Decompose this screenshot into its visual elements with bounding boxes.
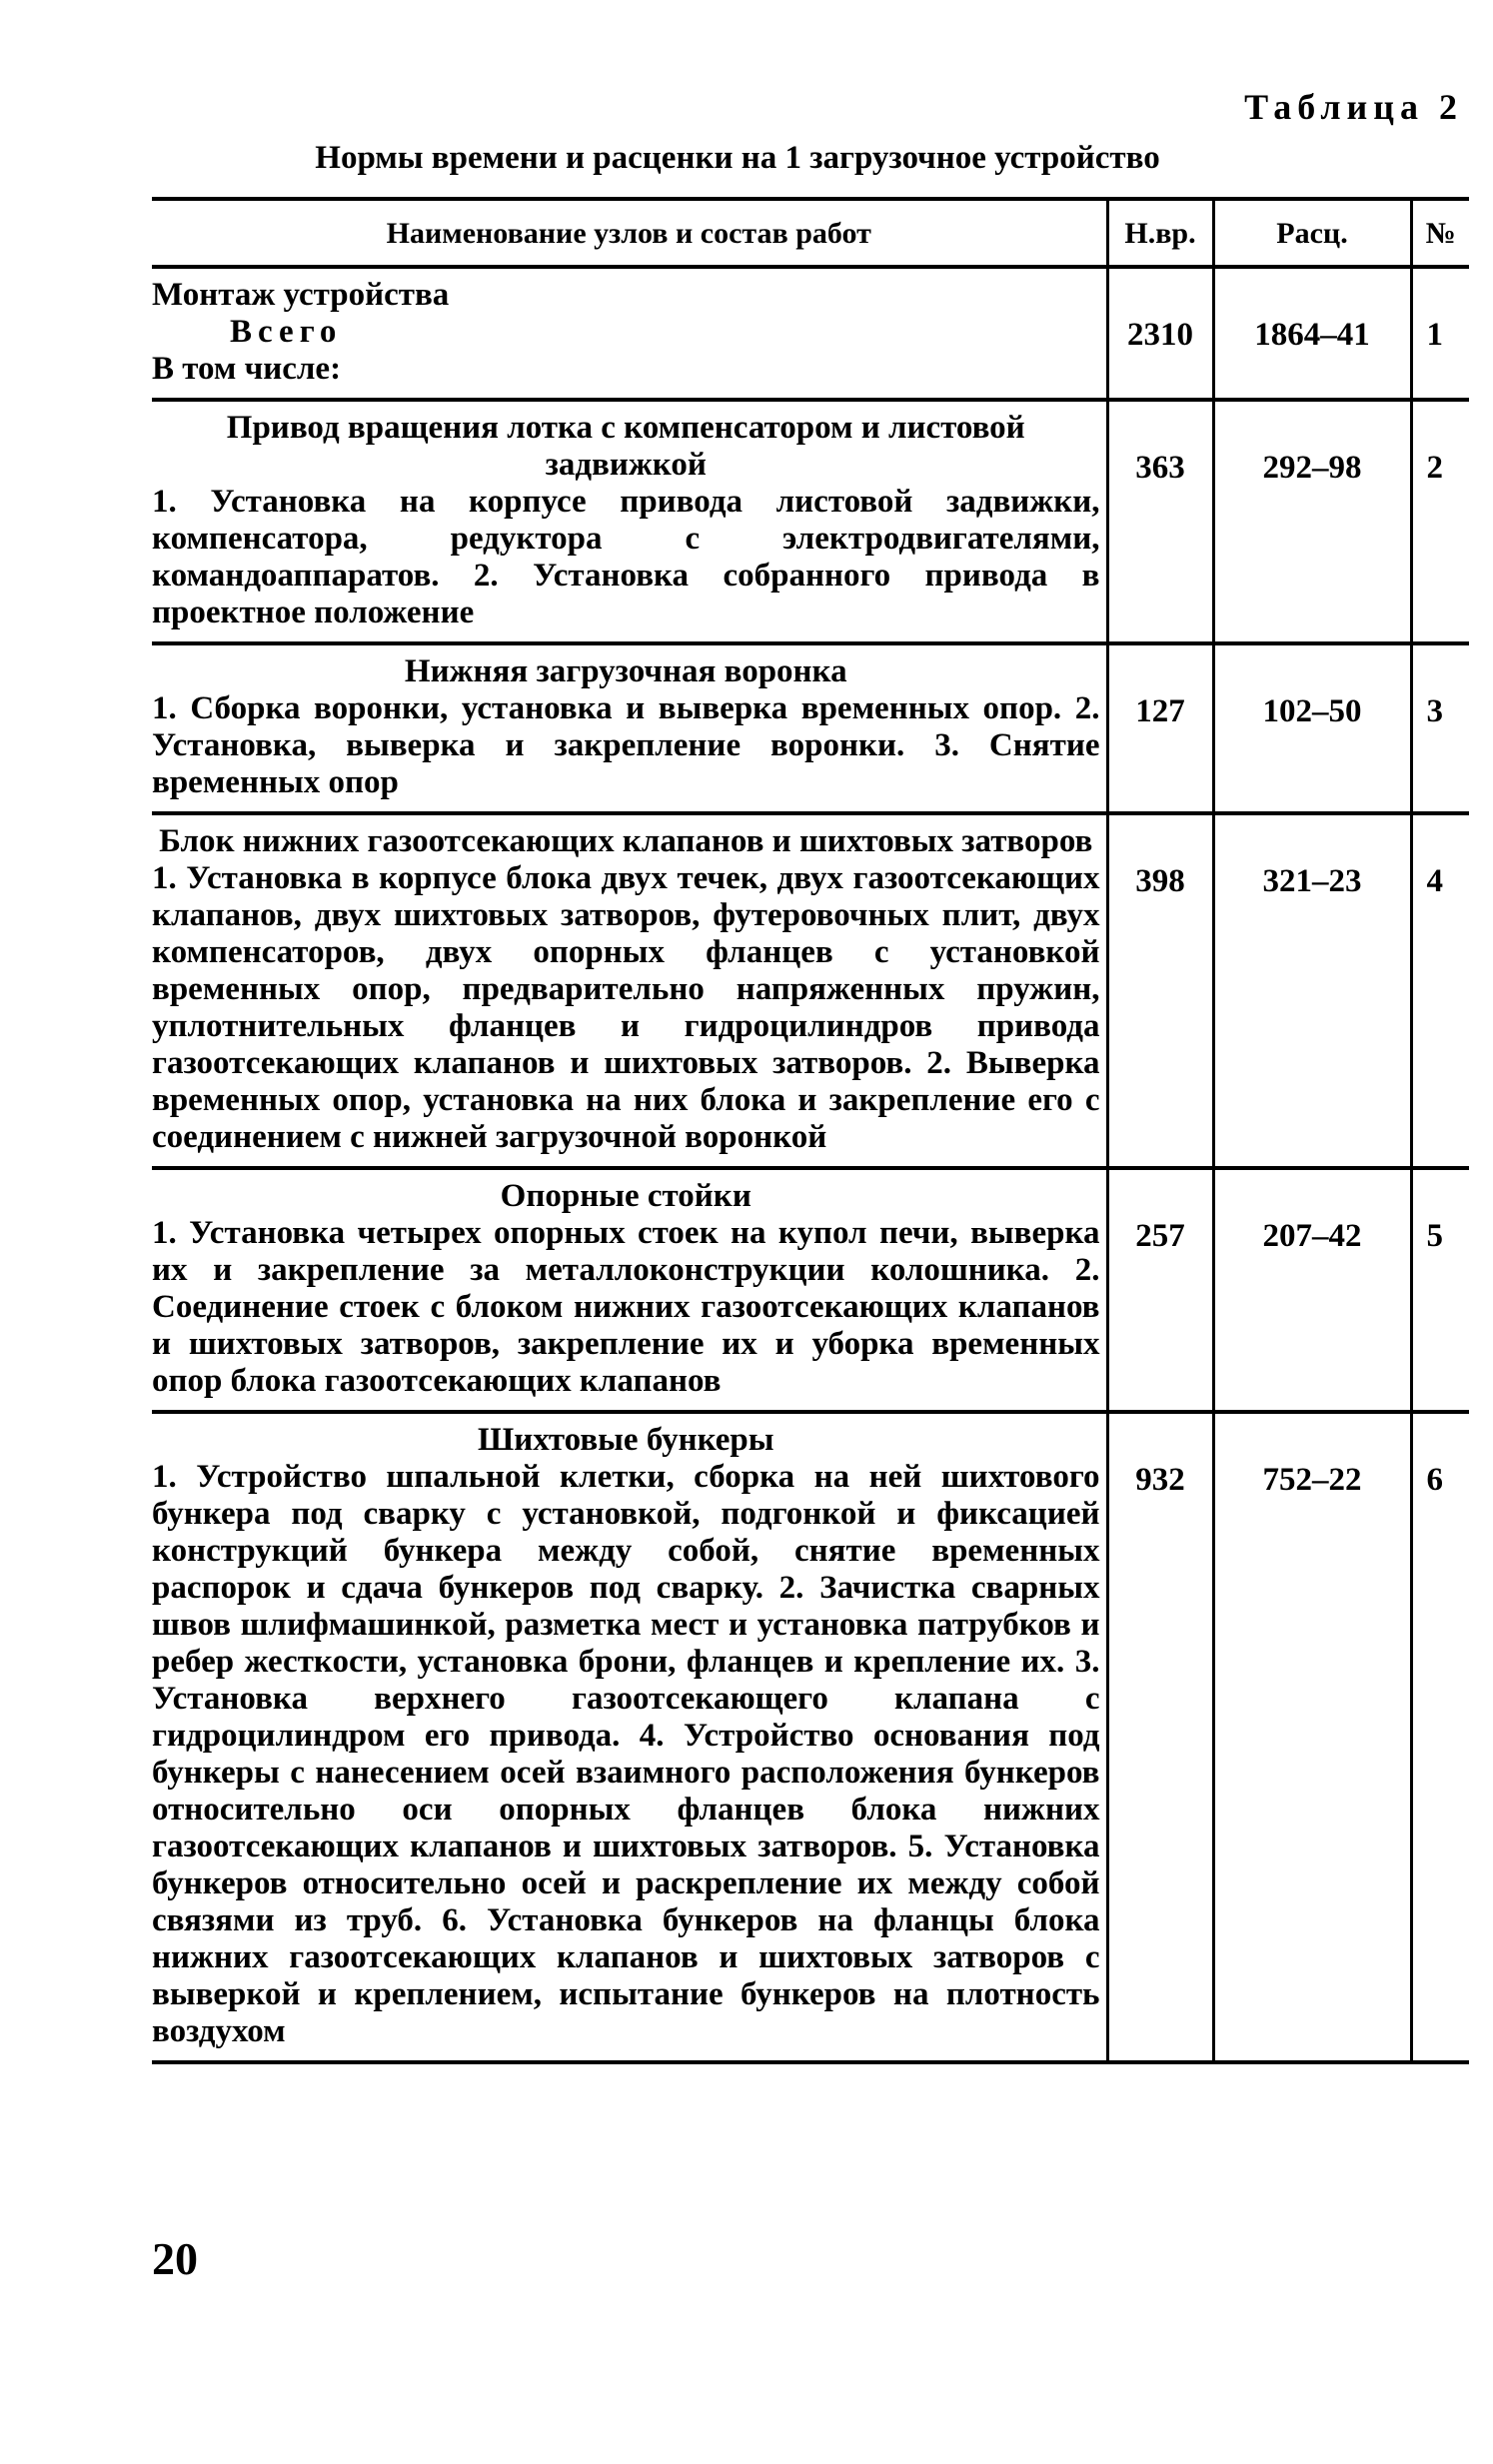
table-row-total [152,267,1469,400]
section-title: Блок нижних газоотсекающих клапанов и шихтовых затворов [159,823,1093,859]
row-price: 292–98 [1213,400,1411,643]
total-line-2: Всего [230,314,343,350]
total-desc [152,267,1107,400]
section-title: Опорные стойки [500,1178,751,1214]
row-time: 398 [1107,813,1213,1168]
total-line-3: В том числе: [152,351,342,387]
table-label: Таблица 2 [1244,87,1463,127]
total-line-1: Монтаж устройства [152,277,450,313]
section-body: 1. Устройство шпальной клетки, сборка на ней шихтового бункера под сварку с установкой, подгонкой и фиксацией конструкций бункера между собой, снятие временных распорок и сдача бункеров под сварку. 2. Зачистка сварных швов шлифмашинкой, разметка мест и установка патрубков и ребер жесткости, установка брони, фланцев и крепление их. 3. Установка верхнего газоотсекающего клапана с гидроцилиндром его привода. 4. Устройство основания под бункеры с нанесением осей взаимного расположения бункеров относительно оси опорных фланцев блока нижних газоотсекающих клапанов и шихтовых затворов. 5. Установка бункеров относительно осей и раскрепление их между собой связями из труб. 6. Установка бункеров на фланцы блока нижних газоотсекающих клапанов и шихтовых затворов с выверкой и креплением, испытание бункеров на плотность воздухом [152,1459,1100,2049]
total-price: 1864–41 [1213,267,1411,400]
row-num: 3 [1411,643,1469,813]
row-price: 752–22 [1213,1412,1411,2062]
row-time: 127 [1107,643,1213,813]
row-num: 4 [1411,813,1469,1168]
table-row [152,1168,1469,1412]
table-row [152,1412,1469,2062]
total-num: 1 [1411,267,1469,400]
section-title: Привод вращения лотка с компенсатором и листовой задвижкой [226,410,1025,483]
table-row [152,643,1469,813]
table-header-row [152,199,1469,267]
row-price: 207–42 [1213,1168,1411,1412]
section-title: Нижняя загрузочная воронка [404,653,847,689]
table-row [152,813,1469,1168]
section-body: 1. Установка в корпусе блока двух течек, двух газоотсекающих клапанов, двух шихтовых затворов, футеровочных плит, двух компенсаторов, двух опорных фланцев с установкой временных опор, предварительно напряженных пружин, уплотнительных фланцев и гидроцилиндров привода газоотсекающих клапанов и шихтовых затворов. 2. Выверка временных опор, установка на них блока и закрепление его с соединением с нижней загрузочной воронкой [152,860,1100,1155]
header-num: № [1411,199,1469,267]
header-desc: Наименование узлов и состав работ [152,199,1107,267]
row-price: 321–23 [1213,813,1411,1168]
row-num: 5 [1411,1168,1469,1412]
page-number: 20 [152,2233,198,2284]
total-time: 2310 [1107,267,1213,400]
header-time: Н.вр. [1107,199,1213,267]
header-price: Расц. [1213,199,1411,267]
section-body: 1. Установка четырех опорных стоек на купол печи, выверка их и закрепление за металлоконструкции колошника. 2. Соединение стоек с блоком нижних газоотсекающих клапанов и шихтовых затворов, закрепление их и уборка временных опор блока газоотсекающих клапанов [152,1215,1100,1399]
section-title: Шихтовые бункеры [477,1422,774,1458]
section-body: 1. Сборка воронки, установка и выверка временных опор. 2. Установка, выверка и закрепление воронки. 3. Снятие временных опор [152,690,1100,800]
table-row [152,400,1469,643]
row-num: 6 [1411,1412,1469,2062]
row-price: 102–50 [1213,643,1411,813]
row-time: 257 [1107,1168,1213,1412]
row-num: 2 [1411,400,1469,643]
row-time: 363 [1107,400,1213,643]
norms-table [152,197,1469,2064]
section-body: 1. Установка на корпусе привода листовой задвижки, компенсатора, редуктора с электродвигателями, командоаппаратов. 2. Установка собранного привода в проектное положение [152,484,1100,630]
row-time: 932 [1107,1412,1213,2062]
table-caption: Нормы времени и расценки на 1 загрузочное устройство [315,140,1160,176]
